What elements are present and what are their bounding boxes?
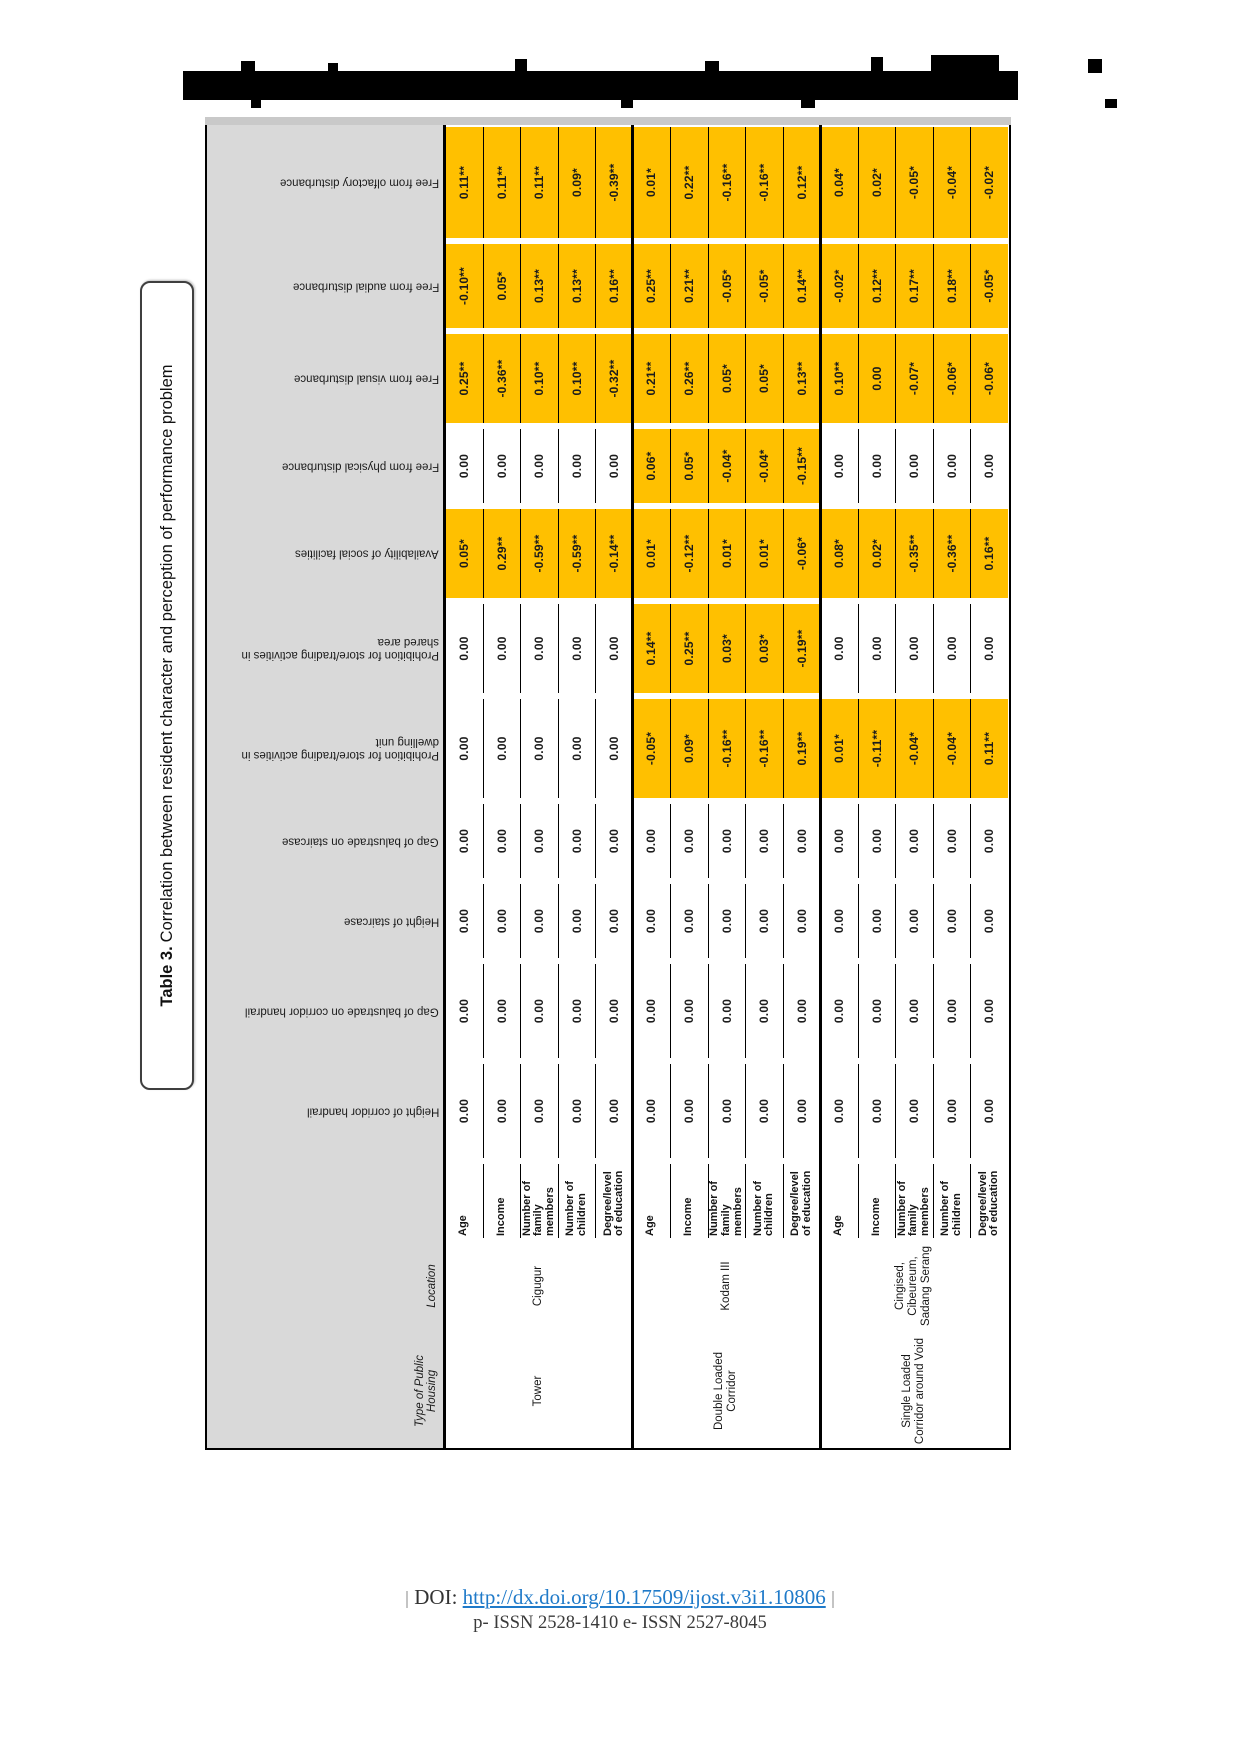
value-cell: 0.12** — [783, 127, 821, 238]
value-cell: 0.10** — [558, 334, 596, 423]
character-cell: Age — [456, 1215, 469, 1236]
value-cell: 0.06* — [633, 429, 671, 503]
value-cell: 0.00 — [483, 429, 521, 503]
value-cell: 0.02* — [858, 509, 896, 598]
value-cell: -0.16** — [708, 127, 746, 238]
perception-column-header — [207, 699, 445, 798]
value-cell: -0.12** — [670, 509, 708, 598]
value-cell: 0.00 — [708, 1064, 746, 1158]
value-cell: 0.00 — [933, 804, 971, 878]
value-cell: 0.00 — [456, 998, 471, 1024]
location-cell: Cigugur — [532, 1265, 545, 1307]
value-cell: 0.03* — [708, 604, 746, 693]
perception-column-header — [207, 1064, 445, 1158]
value-cell: -0.32** — [595, 334, 633, 423]
value-cell: 0.25** — [445, 334, 483, 423]
value-cell: 0.00 — [456, 828, 471, 854]
value-cell: 0.00 — [895, 1064, 933, 1158]
value-cell: 0.05* — [670, 429, 708, 503]
value-cell: 0.00 — [933, 429, 971, 503]
value-cell: 0.00 — [708, 964, 746, 1058]
value-cell: 0.00 — [456, 736, 471, 761]
value-cell: -0.02* — [820, 244, 858, 328]
value-cell: 0.00 — [858, 604, 896, 693]
value-cell: -0.16** — [745, 127, 783, 238]
value-cell: 0.00 — [520, 604, 558, 693]
value-cell: -0.06* — [933, 334, 971, 423]
doi-line — [0, 1585, 1240, 1610]
value-cell: 0.13** — [520, 244, 558, 328]
value-cell: 0.00 — [558, 1064, 596, 1158]
character-cell: Income — [858, 1164, 896, 1238]
value-cell: -0.04* — [933, 699, 971, 798]
value-cell: -0.39** — [595, 127, 633, 238]
doi-link[interactable]: http://dx.doi.org/10.17509/ijost.v3i1.10806 — [462, 1585, 826, 1609]
value-cell: 0.00 — [858, 804, 896, 878]
value-cell: -0.05* — [745, 244, 783, 328]
character-cell: Degree/level of education — [595, 1164, 633, 1238]
value-cell: 0.00 — [644, 1098, 659, 1124]
value-cell: -0.59** — [558, 509, 596, 598]
value-cell: 0.00 — [783, 804, 821, 878]
value-cell: -0.36** — [933, 509, 971, 598]
value-cell: 0.00 — [708, 884, 746, 958]
value-cell: 0.00 — [895, 429, 933, 503]
value-cell: -0.19** — [783, 604, 821, 693]
value-cell: 0.00 — [745, 884, 783, 958]
value-cell: 0.00 — [895, 964, 933, 1058]
value-cell: 0.00 — [831, 828, 846, 854]
value-cell: 0.00 — [858, 429, 896, 503]
perception-column-header — [207, 127, 445, 238]
location-column-header-label: Location — [426, 1264, 439, 1308]
character-cell: Number of children — [745, 1164, 783, 1238]
value-cell: 0.00 — [595, 804, 633, 878]
value-cell: 0.00 — [483, 1064, 521, 1158]
value-cell: 0.00 — [831, 998, 846, 1024]
value-cell: 0.01* — [745, 509, 783, 598]
value-cell: 0.00 — [520, 429, 558, 503]
character-cell: Income — [670, 1164, 708, 1238]
perception-column-header-label: Gap of balustrade on staircase — [282, 835, 439, 848]
character-cell: Income — [483, 1164, 521, 1238]
value-cell: 0.00 — [895, 804, 933, 878]
type-column-header — [207, 1334, 445, 1448]
correlation-table — [205, 125, 1011, 1450]
value-cell: 0.00 — [595, 604, 633, 693]
value-cell: 0.00 — [831, 908, 846, 934]
value-cell: 0.00 — [970, 804, 1008, 878]
value-cell: -0.15** — [783, 429, 821, 503]
value-cell: 0.00 — [783, 884, 821, 958]
value-cell: 0.05* — [483, 244, 521, 328]
value-cell: 0.00 — [670, 804, 708, 878]
table-title-text: Correlation between resident character and perception of performance problem — [157, 364, 176, 943]
value-cell: -0.05* — [708, 244, 746, 328]
value-cell: 0.13** — [558, 244, 596, 328]
selection-tick — [832, 1591, 834, 1608]
character-cell: Number of children — [558, 1164, 596, 1238]
value-cell: 0.01* — [708, 509, 746, 598]
value-cell: -0.14** — [595, 509, 633, 598]
character-cell: Number of family members — [708, 1164, 746, 1238]
character-cell: Degree/level of education — [970, 1164, 1008, 1238]
value-cell: 0.00 — [520, 699, 558, 798]
value-cell: 0.00 — [895, 884, 933, 958]
value-cell: 0.00 — [595, 699, 633, 798]
housing-type-cell: Double Loaded Corridor — [713, 1352, 739, 1431]
value-cell: 0.00 — [970, 1064, 1008, 1158]
value-cell: 0.02* — [858, 127, 896, 238]
value-cell: 0.08* — [820, 509, 858, 598]
value-cell: -0.06* — [783, 509, 821, 598]
value-cell: 0.00 — [970, 884, 1008, 958]
value-cell: 0.00 — [895, 604, 933, 693]
value-cell: 0.01* — [633, 127, 671, 238]
value-cell: 0.05* — [745, 334, 783, 423]
value-cell: 0.00 — [644, 998, 659, 1024]
value-cell: -0.04* — [895, 699, 933, 798]
value-cell: 0.00 — [558, 884, 596, 958]
perception-column-header — [207, 429, 445, 503]
value-cell: 0.00 — [520, 964, 558, 1058]
character-cell: Number of family members — [520, 1164, 558, 1238]
character-cell: Age — [644, 1215, 657, 1236]
value-cell: 0.00 — [456, 1098, 471, 1124]
value-cell: 0.00 — [831, 453, 846, 479]
perception-column-header-label: Free from olfactory disturbance — [279, 177, 439, 190]
value-cell: 0.10** — [520, 334, 558, 423]
value-cell: 0.00 — [595, 964, 633, 1058]
perception-column-header-label: Free from physical disturbance — [281, 460, 439, 473]
group-separator-rule — [631, 125, 634, 1448]
value-cell: 0.00 — [456, 908, 471, 934]
value-cell: -0.11** — [858, 699, 896, 798]
footer — [0, 1585, 1240, 1634]
value-cell: 0.17** — [895, 244, 933, 328]
group-separator-rule — [819, 125, 822, 1448]
value-cell: 0.00 — [745, 1064, 783, 1158]
location-cell: Cingised, Cibeureum, Sadang Serang — [893, 1246, 933, 1326]
value-cell: 0.00 — [933, 884, 971, 958]
location-column-header — [207, 1244, 445, 1328]
value-cell: 0.25** — [633, 244, 671, 328]
value-cell: 0.00 — [456, 636, 471, 661]
value-cell: 0.00 — [520, 1064, 558, 1158]
value-cell: 0.05* — [708, 334, 746, 423]
value-cell: -0.36** — [483, 334, 521, 423]
value-cell: 0.00 — [783, 1064, 821, 1158]
value-cell: 0.00 — [858, 964, 896, 1058]
value-cell: 0.00 — [558, 429, 596, 503]
perception-column-header-label: Free from visual disturbance — [293, 373, 439, 386]
selection-tick — [406, 1591, 408, 1608]
perception-column-header-label: Free from audial disturbance — [292, 280, 439, 293]
value-cell: 0.00 — [456, 453, 471, 479]
value-cell: 0.00 — [708, 804, 746, 878]
value-cell: -0.06* — [970, 334, 1008, 423]
value-cell: 0.00 — [483, 699, 521, 798]
value-cell: 0.00 — [970, 429, 1008, 503]
perception-column-header-label: Prohibition for store/trading activities in shared area — [241, 636, 439, 662]
value-cell: 0.00 — [970, 964, 1008, 1058]
value-cell: 0.14** — [783, 244, 821, 328]
value-cell: 0.16** — [595, 244, 633, 328]
value-cell: 0.11** — [520, 127, 558, 238]
perception-column-header — [207, 804, 445, 878]
value-cell: 0.11** — [445, 127, 483, 238]
value-cell: 0.00 — [558, 699, 596, 798]
value-cell: 0.00 — [970, 604, 1008, 693]
issn-line: p- ISSN 2528-1410 e- ISSN 2527-8045 — [473, 1613, 767, 1633]
perception-column-header — [207, 884, 445, 958]
value-cell: 0.00 — [644, 908, 659, 934]
value-cell: 0.00 — [520, 884, 558, 958]
value-cell: 0.00 — [595, 1064, 633, 1158]
rotated-table-block — [140, 120, 1015, 1450]
location-cell: Kodam III — [719, 1261, 732, 1311]
perception-column-header — [207, 244, 445, 328]
value-cell: 0.00 — [745, 804, 783, 878]
perception-column-header-label: Height of corridor handrail — [306, 1105, 439, 1118]
value-cell: 0.16** — [970, 509, 1008, 598]
value-cell: -0.10** — [445, 244, 483, 328]
value-cell: -0.16** — [745, 699, 783, 798]
value-cell: 0.00 — [595, 884, 633, 958]
header-separator-rule — [443, 125, 446, 1448]
value-cell: 0.00 — [644, 828, 659, 854]
value-cell: 0.00 — [558, 804, 596, 878]
value-cell: 0.03* — [745, 604, 783, 693]
value-cell: 0.00 — [933, 964, 971, 1058]
table-edge-strip — [205, 117, 1011, 125]
value-cell: -0.07* — [895, 334, 933, 423]
value-cell: -0.59** — [520, 509, 558, 598]
value-cell: 0.22** — [670, 127, 708, 238]
perception-column-header — [207, 334, 445, 423]
value-cell: 0.05* — [445, 509, 483, 598]
value-cell: -0.05* — [895, 127, 933, 238]
housing-type-cell: Tower — [532, 1375, 545, 1407]
value-cell: 0.00 — [483, 604, 521, 693]
perception-column-header — [207, 964, 445, 1058]
character-cell: Number of family members — [895, 1164, 933, 1238]
value-cell: 0.11** — [970, 699, 1008, 798]
redaction-bar — [183, 55, 1018, 107]
value-cell: 0.14** — [633, 604, 671, 693]
value-cell: 0.00 — [670, 884, 708, 958]
value-cell: -0.04* — [745, 429, 783, 503]
character-cell: Age — [831, 1215, 844, 1236]
value-cell: 0.00 — [595, 429, 633, 503]
value-cell: 0.00 — [520, 804, 558, 878]
value-cell: 0.13** — [783, 334, 821, 423]
value-cell: 0.00 — [558, 964, 596, 1058]
value-cell: 0.10** — [820, 334, 858, 423]
value-cell: -0.05* — [633, 699, 671, 798]
value-cell: 0.00 — [670, 1064, 708, 1158]
value-cell: 0.01* — [820, 699, 858, 798]
value-cell: 0.25** — [670, 604, 708, 693]
value-cell: 0.00 — [933, 604, 971, 693]
character-cell: Degree/level of education — [783, 1164, 821, 1238]
perception-column-header — [207, 604, 445, 693]
value-cell: -0.16** — [708, 699, 746, 798]
perception-column-header-label: Height of staircase — [343, 915, 439, 928]
value-cell: 0.01* — [633, 509, 671, 598]
value-cell: 0.00 — [858, 334, 896, 423]
value-cell: -0.02* — [970, 127, 1008, 238]
perception-column-header — [207, 509, 445, 598]
value-cell: -0.04* — [708, 429, 746, 503]
value-cell: -0.04* — [933, 127, 971, 238]
value-cell: 0.09* — [558, 127, 596, 238]
value-cell: 0.00 — [483, 804, 521, 878]
value-cell: 0.00 — [483, 964, 521, 1058]
value-cell: 0.26** — [670, 334, 708, 423]
value-cell: 0.00 — [858, 1064, 896, 1158]
value-cell: 0.00 — [831, 636, 846, 661]
housing-type-cell: Single Loaded Corridor around Void — [900, 1337, 926, 1445]
table-title-box — [140, 281, 194, 1090]
value-cell: 0.21** — [633, 334, 671, 423]
value-cell: 0.00 — [831, 1098, 846, 1124]
value-cell: 0.19** — [783, 699, 821, 798]
value-cell: 0.00 — [483, 884, 521, 958]
character-cell: Number of children — [933, 1164, 971, 1238]
value-cell: 0.21** — [670, 244, 708, 328]
value-cell: 0.18** — [933, 244, 971, 328]
doi-label: DOI: — [414, 1585, 458, 1609]
value-cell: 0.29** — [483, 509, 521, 598]
value-cell: 0.04* — [820, 127, 858, 238]
value-cell: 0.09* — [670, 699, 708, 798]
value-cell: 0.00 — [933, 1064, 971, 1158]
table-title-label: Table 3. — [157, 946, 176, 1007]
value-cell: 0.00 — [558, 604, 596, 693]
value-cell: 0.00 — [745, 964, 783, 1058]
value-cell: 0.00 — [670, 964, 708, 1058]
value-cell: 0.00 — [858, 884, 896, 958]
perception-column-header-label: Prohibition for store/trading activities in dwelling unit — [241, 736, 439, 762]
value-cell: 0.12** — [858, 244, 896, 328]
perception-column-header-label: Gap of balustrade on corridor handrail — [245, 1005, 439, 1018]
type-column-header-label: Type of Public Housing — [413, 1355, 439, 1428]
value-cell: -0.05* — [970, 244, 1008, 328]
value-cell: 0.11** — [483, 127, 521, 238]
value-cell: -0.35** — [895, 509, 933, 598]
value-cell: 0.00 — [783, 964, 821, 1058]
perception-column-header-label: Availability of social facilities — [295, 548, 439, 561]
redaction-bar-main — [183, 71, 1018, 100]
